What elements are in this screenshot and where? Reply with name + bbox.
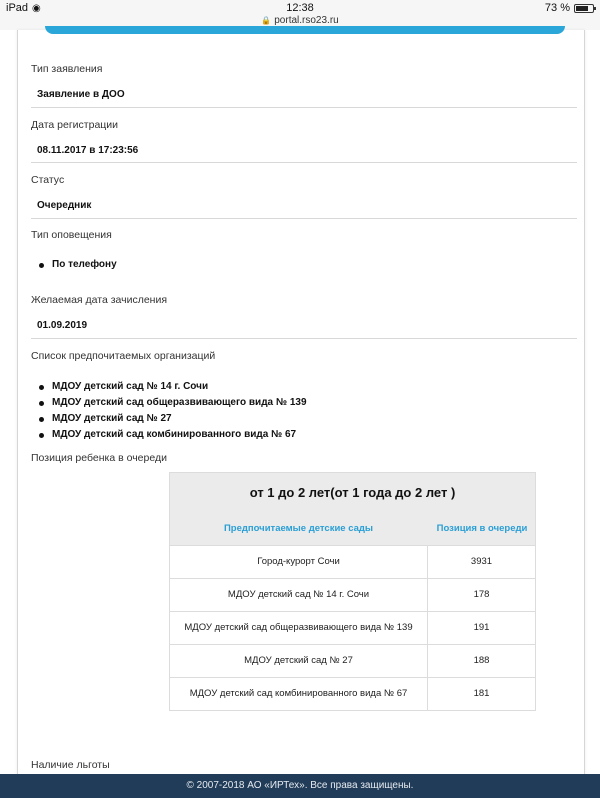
field-value: 01.09.2019 (37, 320, 88, 331)
wifi-icon: ◉ (32, 2, 41, 14)
column-header-position[interactable]: Позиция в очереди (436, 523, 528, 534)
list-item: МДОУ детский сад № 14 г. Сочи (31, 379, 577, 395)
field-benefits (31, 759, 577, 771)
queue-position: 178 (473, 589, 490, 600)
field-preferred-orgs (31, 350, 577, 443)
field-label: Статус (31, 174, 65, 186)
kindergarten-name: МДОУ детский сад комбинированного вида № 67 (170, 678, 428, 710)
table-row (170, 611, 535, 644)
list-item: МДОУ детский сад № 27 (31, 411, 577, 427)
kindergarten-name: МДОУ детский сад № 27 (170, 645, 428, 677)
queue-position: 181 (473, 688, 490, 699)
list-item: По телефону (31, 257, 577, 273)
field-label: Позиция ребенка в очереди (31, 452, 167, 464)
field-value: Заявление в ДОО (37, 89, 125, 100)
address-bar[interactable] (0, 15, 600, 26)
field-label: Тип оповещения (31, 229, 112, 241)
queue-position: 188 (473, 655, 490, 666)
list-item: МДОУ детский сад комбинированного вида № 67 (31, 427, 577, 443)
field-registration-date (31, 119, 577, 156)
column-header-kindergarten[interactable]: Предпочитаемые детские сады (223, 523, 374, 534)
field-label: Желаемая дата зачисления (31, 294, 168, 306)
field-value: 08.11.2017 в 17:23:56 (37, 145, 139, 156)
device-name: iPad (6, 2, 29, 14)
kindergarten-name: МДОУ детский сад общеразвивающего вида № 139 (170, 612, 428, 644)
table-row (170, 545, 535, 578)
footer (0, 774, 600, 798)
application-details-page (17, 30, 585, 774)
divider (31, 218, 577, 219)
field-desired-enrollment-date (31, 294, 577, 331)
queue-position: 3931 (470, 556, 493, 567)
preferred-orgs-list (31, 379, 577, 443)
clock: 12:38 (286, 2, 314, 14)
table-row (170, 677, 535, 710)
field-label: Список предпочитаемых организаций (31, 350, 216, 362)
table-row (170, 644, 535, 677)
top-accent-strip (45, 26, 565, 34)
field-notification-type (31, 229, 577, 273)
queue-position-table (169, 472, 536, 711)
list-item: МДОУ детский сад общеразвивающего вида № 139 (31, 395, 577, 411)
url-text: portal.rso23.ru (274, 15, 339, 26)
notification-list (31, 257, 577, 273)
queue-position: 191 (473, 622, 490, 633)
table-title: от 1 до 2 лет(от 1 года до 2 лет ) (249, 485, 456, 500)
divider (31, 338, 577, 339)
lock-icon: 🔒 (261, 16, 272, 25)
battery-fill (576, 6, 588, 11)
divider (31, 162, 577, 163)
field-status (31, 174, 577, 211)
battery-icon (574, 4, 594, 13)
field-value: Очередник (37, 200, 92, 211)
kindergarten-name: МДОУ детский сад № 14 г. Сочи (170, 579, 428, 611)
field-queue-position (31, 452, 577, 464)
field-label: Наличие льготы (31, 759, 110, 771)
kindergarten-name: Город-курорт Сочи (170, 546, 428, 578)
field-label: Тип заявления (31, 63, 103, 75)
field-label: Дата регистрации (31, 119, 119, 131)
table-row (170, 578, 535, 611)
table-header (170, 473, 535, 545)
field-application-type (31, 63, 577, 100)
footer-copyright: © 2007-2018 АО «ИРТех». Все права защищены. (186, 780, 414, 791)
divider (31, 107, 577, 108)
battery-percent: 73 % (544, 2, 570, 14)
status-right (545, 2, 594, 14)
